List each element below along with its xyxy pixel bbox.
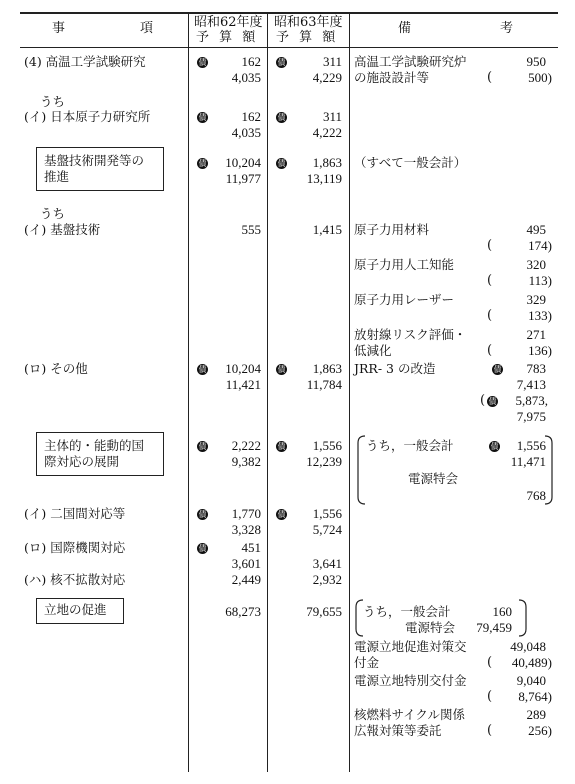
note-intl-power-v: 768	[526, 488, 546, 503]
row-htgr-fy63-total: 4,229	[312, 70, 342, 85]
bond-badge-icon: 債	[488, 397, 497, 406]
row-nonprolif-fy63: 2,932	[312, 572, 342, 587]
note-intl-power: 電源特会	[408, 471, 459, 486]
paren-open: (	[487, 343, 493, 358]
bond-badge-icon: 債	[277, 113, 286, 122]
row-bilateral-label: (イ) 二国間対応等	[24, 506, 126, 521]
note-materials-v1: 495	[526, 222, 546, 237]
header-fy63-line2: 予 算 額	[276, 30, 339, 45]
row-htgr-note-value2: 500)	[528, 70, 552, 85]
paren-open: (	[480, 393, 486, 408]
bond-badge-icon: 債	[277, 365, 286, 374]
note-laser-v1: 329	[526, 292, 546, 307]
row-other-label: (ロ) その他	[24, 361, 88, 376]
bond-badge-icon: 債	[277, 510, 286, 519]
row-basic-dev-fy63-debt: 1,863	[312, 155, 342, 170]
row-htgr-label: (4) 高温工学試験研究	[24, 54, 146, 69]
col-divider-3	[349, 12, 350, 772]
row-intl-org-fy63-total: 3,641	[312, 556, 342, 571]
row-basic-dev-fy62-debt: 10,204	[225, 155, 261, 170]
row-bilateral-fy62-total: 3,328	[231, 522, 261, 537]
row-bilateral-fy62-debt: 1,770	[231, 506, 261, 521]
row-basic-tech-label: (イ) 基盤技術	[24, 222, 101, 237]
row-basic-dev-fy63-total: 13,119	[306, 171, 342, 186]
header-notes-a: 備	[398, 21, 412, 36]
bond-badge-icon: 債	[277, 442, 286, 451]
note-radiation-a: 放射線リスク評価・	[354, 327, 467, 342]
note-ai-v1: 320	[526, 257, 546, 272]
note-jrr3-v1: 783	[526, 361, 546, 376]
top-rule	[20, 12, 558, 14]
note-promo-grant-v2: 40,489)	[511, 655, 552, 670]
bond-badge-icon: 債	[198, 113, 207, 122]
note-fuel-cycle-v2: 256)	[528, 723, 552, 738]
row-intl-label1: 主体的・能動的国	[44, 438, 145, 453]
bond-badge-icon: 債	[198, 159, 207, 168]
paren-open: (	[487, 238, 493, 253]
row-other-fy62-debt: 10,204	[225, 361, 261, 376]
row-htgr-fy62-debt: 162	[241, 54, 261, 69]
row-bilateral-fy63-debt: 1,556	[312, 506, 342, 521]
row-htgr-fy63-debt: 311	[322, 54, 342, 69]
bond-badge-icon: 債	[493, 365, 502, 374]
note-intl-general-v1: 1,556	[516, 438, 546, 453]
header-rule	[20, 47, 558, 48]
row-basic-tech-fy63: 1,415	[312, 222, 342, 237]
row-siting-label: 立地の促進	[44, 602, 107, 617]
note-radiation-b: 低減化	[354, 343, 392, 358]
row-jaeri-fy63-debt: 311	[322, 109, 342, 124]
note-materials: 原子力用材料	[354, 222, 430, 237]
row-basic-dev-label2: 推進	[44, 169, 70, 184]
note-fuel-cycle-v1: 289	[526, 707, 546, 722]
note-laser-v2: 133)	[528, 308, 552, 323]
row-basic-dev-note: （すべて一般会計）	[354, 155, 467, 170]
row-nonprolif-fy62: 2,449	[231, 572, 261, 587]
row-htgr-note1: 高温工学試験研究炉	[354, 54, 467, 69]
bond-badge-icon: 債	[198, 510, 207, 519]
note-intl-general: うち，一般会計	[366, 438, 454, 453]
row-nonprolif-label: (ハ) 核不拡散対応	[24, 572, 126, 587]
header-item-a: 事	[52, 21, 66, 36]
note-fuel-cycle-a: 核燃料サイクル関係	[354, 707, 466, 722]
note-special-grant-v2: 8,764)	[518, 689, 552, 704]
bond-badge-icon: 債	[198, 544, 207, 553]
row-other-fy63-debt: 1,863	[312, 361, 342, 376]
row-intl-fy63-total: 12,239	[306, 454, 342, 469]
note-siting-power-v: 79,459	[476, 620, 512, 635]
row-other-fy62-total: 11,421	[225, 377, 261, 392]
row-htgr-note-value1: 950	[526, 54, 546, 69]
bond-badge-icon: 債	[490, 442, 499, 451]
note-jrr3-v2: 7,413	[516, 377, 546, 392]
row-htgr-note2: の施設設計等	[354, 70, 430, 85]
note-ai: 原子力用人工知能	[354, 257, 455, 272]
note-radiation-v2: 136)	[528, 343, 552, 358]
note-intl-general-v2: 11,471	[510, 454, 546, 469]
row-intl-org-label: (ロ) 国際機関対応	[24, 540, 126, 555]
paren-open: (	[487, 273, 493, 288]
row-jaeri-fy62-debt: 162	[241, 109, 261, 124]
note-special-grant-v1: 9,040	[516, 673, 546, 688]
note-jrr3-v3: 5,873,	[515, 393, 548, 408]
header-fy63-line1: 昭和63年度	[274, 15, 343, 30]
row-intl-fy63-debt: 1,556	[312, 438, 342, 453]
note-radiation-v1: 271	[526, 327, 546, 342]
paren-open: (	[487, 70, 493, 85]
note-special-grant: 電源立地特別交付金	[354, 673, 467, 688]
row-other-fy63-total: 11,784	[306, 377, 342, 392]
paren-open: (	[487, 689, 493, 704]
note-fuel-cycle-b: 広報対策等委託	[354, 723, 442, 738]
row-intl-fy62-debt: 2,222	[231, 438, 261, 453]
uchi-label-1: うち	[40, 94, 66, 109]
row-basic-dev-label1: 基盤技術開発等の	[44, 153, 145, 168]
note-siting-power: 電源特会	[405, 620, 456, 635]
header-fy62-line1: 昭和62年度	[194, 15, 263, 30]
row-intl-org-fy62-debt: 451	[241, 540, 261, 555]
header-item-b: 項	[140, 21, 154, 36]
row-jaeri-label: (イ) 日本原子力研究所	[24, 109, 151, 124]
row-jaeri-fy62-total: 4,035	[231, 125, 261, 140]
row-intl-org-fy62-total: 3,601	[231, 556, 261, 571]
note-promo-grant-b: 付金	[354, 655, 380, 670]
note-materials-v2: 174)	[528, 238, 552, 253]
paren-open: (	[487, 308, 493, 323]
note-laser: 原子力用レーザー	[354, 292, 455, 307]
bond-badge-icon: 債	[198, 365, 207, 374]
row-intl-label2: 際対応の展開	[44, 454, 120, 469]
paren-open: (	[487, 723, 493, 738]
paren-open: (	[487, 655, 493, 670]
col-divider-2	[267, 12, 268, 772]
row-basic-dev-fy62-total: 11,977	[225, 171, 261, 186]
note-ai-v2: 113)	[528, 273, 552, 288]
note-promo-grant-a: 電源立地促進対策交	[354, 639, 467, 654]
row-siting-fy62: 68,273	[225, 604, 261, 619]
row-htgr-fy62-total: 4,035	[231, 70, 261, 85]
header-notes-b: 考	[500, 21, 514, 36]
header-fy62-line2: 予 算 額	[196, 30, 259, 45]
bond-badge-icon: 債	[198, 58, 207, 67]
uchi-label-2: うち	[40, 206, 66, 221]
bond-badge-icon: 債	[277, 58, 286, 67]
note-jrr3: JRR- 3 の改造	[354, 361, 436, 376]
col-divider-1	[188, 12, 189, 772]
row-siting-fy63: 79,655	[306, 604, 342, 619]
note-jrr3-v4: 7,975	[516, 409, 546, 424]
bond-badge-icon: 債	[277, 159, 286, 168]
note-siting-general-v: 160	[492, 604, 512, 619]
bond-badge-icon: 債	[198, 442, 207, 451]
row-jaeri-fy63-total: 4,222	[312, 125, 342, 140]
row-intl-fy62-total: 9,382	[231, 454, 261, 469]
note-promo-grant-v1: 49,048	[510, 639, 546, 654]
row-bilateral-fy63-total: 5,724	[312, 522, 342, 537]
note-siting-general: うち，一般会計	[363, 604, 451, 619]
row-basic-tech-fy62: 555	[241, 222, 261, 237]
